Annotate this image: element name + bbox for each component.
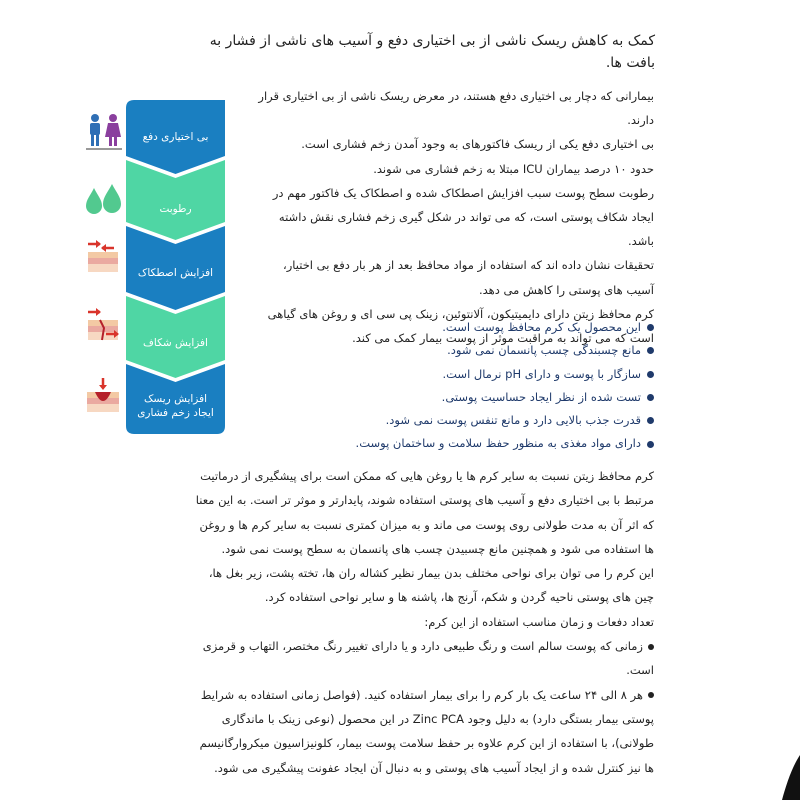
body-paragraph-3: تعداد دفعات و زمان مناسب استفاده از این کرم: xyxy=(424,614,654,629)
bullet-icon xyxy=(648,692,654,698)
intro-line-4: رطوبت سطح پوست سبب افزایش اصطکاک شده و اصطکاک یک فاکتور مهم در ایجاد شکاف پوستی است، که می تواند در شکل گیری زخم فشاری نقش داشته باشد. xyxy=(272,185,654,249)
bullet-icon xyxy=(647,417,654,424)
intro-line-2: بی اختیاری دفع یکی از ریسک فاکتورهای به وجود آمدن زخم فشاری است. xyxy=(301,137,654,152)
feature-item: تست شده از نظر ایجاد حساسیت پوستی. xyxy=(258,386,654,409)
feature-list xyxy=(258,316,654,456)
flow-step-label: رطوبت xyxy=(159,203,192,215)
flow-step-label: افزایش ریسک ایجاد زخم فشاری xyxy=(137,393,214,419)
bullet-icon xyxy=(647,347,654,354)
bullet-icon xyxy=(647,324,654,331)
feature-item: دارای مواد مغذی به منظور حفظ سلامت و ساختمان پوست. xyxy=(258,432,654,455)
bullet-icon xyxy=(647,371,654,378)
page-heading: کمک به کاهش ریسک ناشی از بی اختیاری دفع و آسیب های ناشی از فشار به بافت ها. xyxy=(209,33,655,71)
feature-item: این محصول یک کرم محافظ پوست است. xyxy=(258,316,654,339)
intro-text xyxy=(258,84,654,350)
skin-friction-icon xyxy=(84,238,124,278)
feature-item: قدرت جذب بالایی دارد و مانع تنفس پوست نمی شود. xyxy=(258,409,654,432)
intro-line-3: حدود ۱۰ درصد بیماران ICU مبتلا به زخم فشاری می شوند. xyxy=(373,161,654,176)
feature-item: مانع چسبندگی چسب پانسمان نمی شود. xyxy=(258,339,654,362)
risk-flow-diagram xyxy=(84,98,230,434)
body-bullet-1: زمانی که پوست سالم است و رنگ طبیعی دارد و یا دارای تغییر رنگ مختصر، التهاب و قرمزی است. xyxy=(202,639,654,678)
flow-step-label: بی اختیاری دفع xyxy=(142,131,209,143)
skin-tear-icon xyxy=(84,306,124,346)
page-corner-decoration xyxy=(770,755,800,800)
incontinence-people-icon xyxy=(84,112,124,152)
body-text xyxy=(192,464,654,780)
body-bullet-2: هر ۸ الی ۲۴ ساعت یک بار کرم را برای بیمار استفاده کنید. (فواصل زمانی استفاده به شرایط پوستی بیمار بستگی دارد) به دلیل وجود Zinc PCA در این محصول (نوعی زینک با ماندگاری طولانی)، با استفاده از این کرم علاوه بر حفظ سلامت پوست بیمار، کلونیزاسیون میکروارگانیسم ها نیز کنترل شده و از ایجاد آسیب های پوستی و به دنبال آن ایجاد عفونت پیشگیری می شود. xyxy=(199,687,654,775)
feature-item: سازگار با پوست و دارای pH نرمال است. xyxy=(258,363,654,386)
intro-line-1: بیمارانی که دچار بی اختیاری دفع هستند، در معرض ریسک ناشی از بی اختیاری قرار دارند. xyxy=(258,89,654,128)
flow-step-label: افزایش شکاف xyxy=(143,337,208,349)
intro-line-5: تحقیقات نشان داده اند که استفاده از مواد محافظ بعد از هر بار دفع بی اختیار، آسیب های پوستی را کاهش می دهد. xyxy=(282,258,654,297)
intro-line-6: کرم محافظ زیتن دارای دایمیتیکون، آلانتوئین، زینک پی سی ای و روغن های گیاهی است که می تواند به مراقبت موثر از پوست بیمار کمک می کند. xyxy=(267,306,654,346)
flow-step-pressure-ulcer xyxy=(126,364,225,434)
bullet-icon xyxy=(648,644,654,650)
pressure-ulcer-icon xyxy=(84,376,124,416)
bullet-icon xyxy=(647,441,654,448)
water-drops-icon xyxy=(84,180,124,220)
bullet-icon xyxy=(647,394,654,401)
flow-step-label: افزایش اصطکاک xyxy=(137,267,214,279)
body-paragraph-2: این کرم را می توان برای نواحی مختلف بدن بیمار نظیر کشاله ران ها، تخته پشت، زیر بغل ها، چین های پوستی ناحیه گردن و شکم، آرنج ها، پاشنه ها و سایر نواحی استفاده کرد. xyxy=(208,566,654,605)
body-paragraph-1: کرم محافظ زیتن نسبت به سایر کرم ها یا روغن هایی که ممکن است برای پیشگیری از درماتیت مرتبط با بی اختیاری دفع و آسیب های پوستی استفاده شوند، پایدارتر و موثر تر است. به این معنا که اثر آن به مدت طولانی روی پوست می ماند و به میزان کمتری نسبت به سایر کرم ها و روغن ها استفاده می شود و همچنین مانع چسبیدن چسب های پانسمان به سطح پوست نمی شود. xyxy=(195,469,654,556)
